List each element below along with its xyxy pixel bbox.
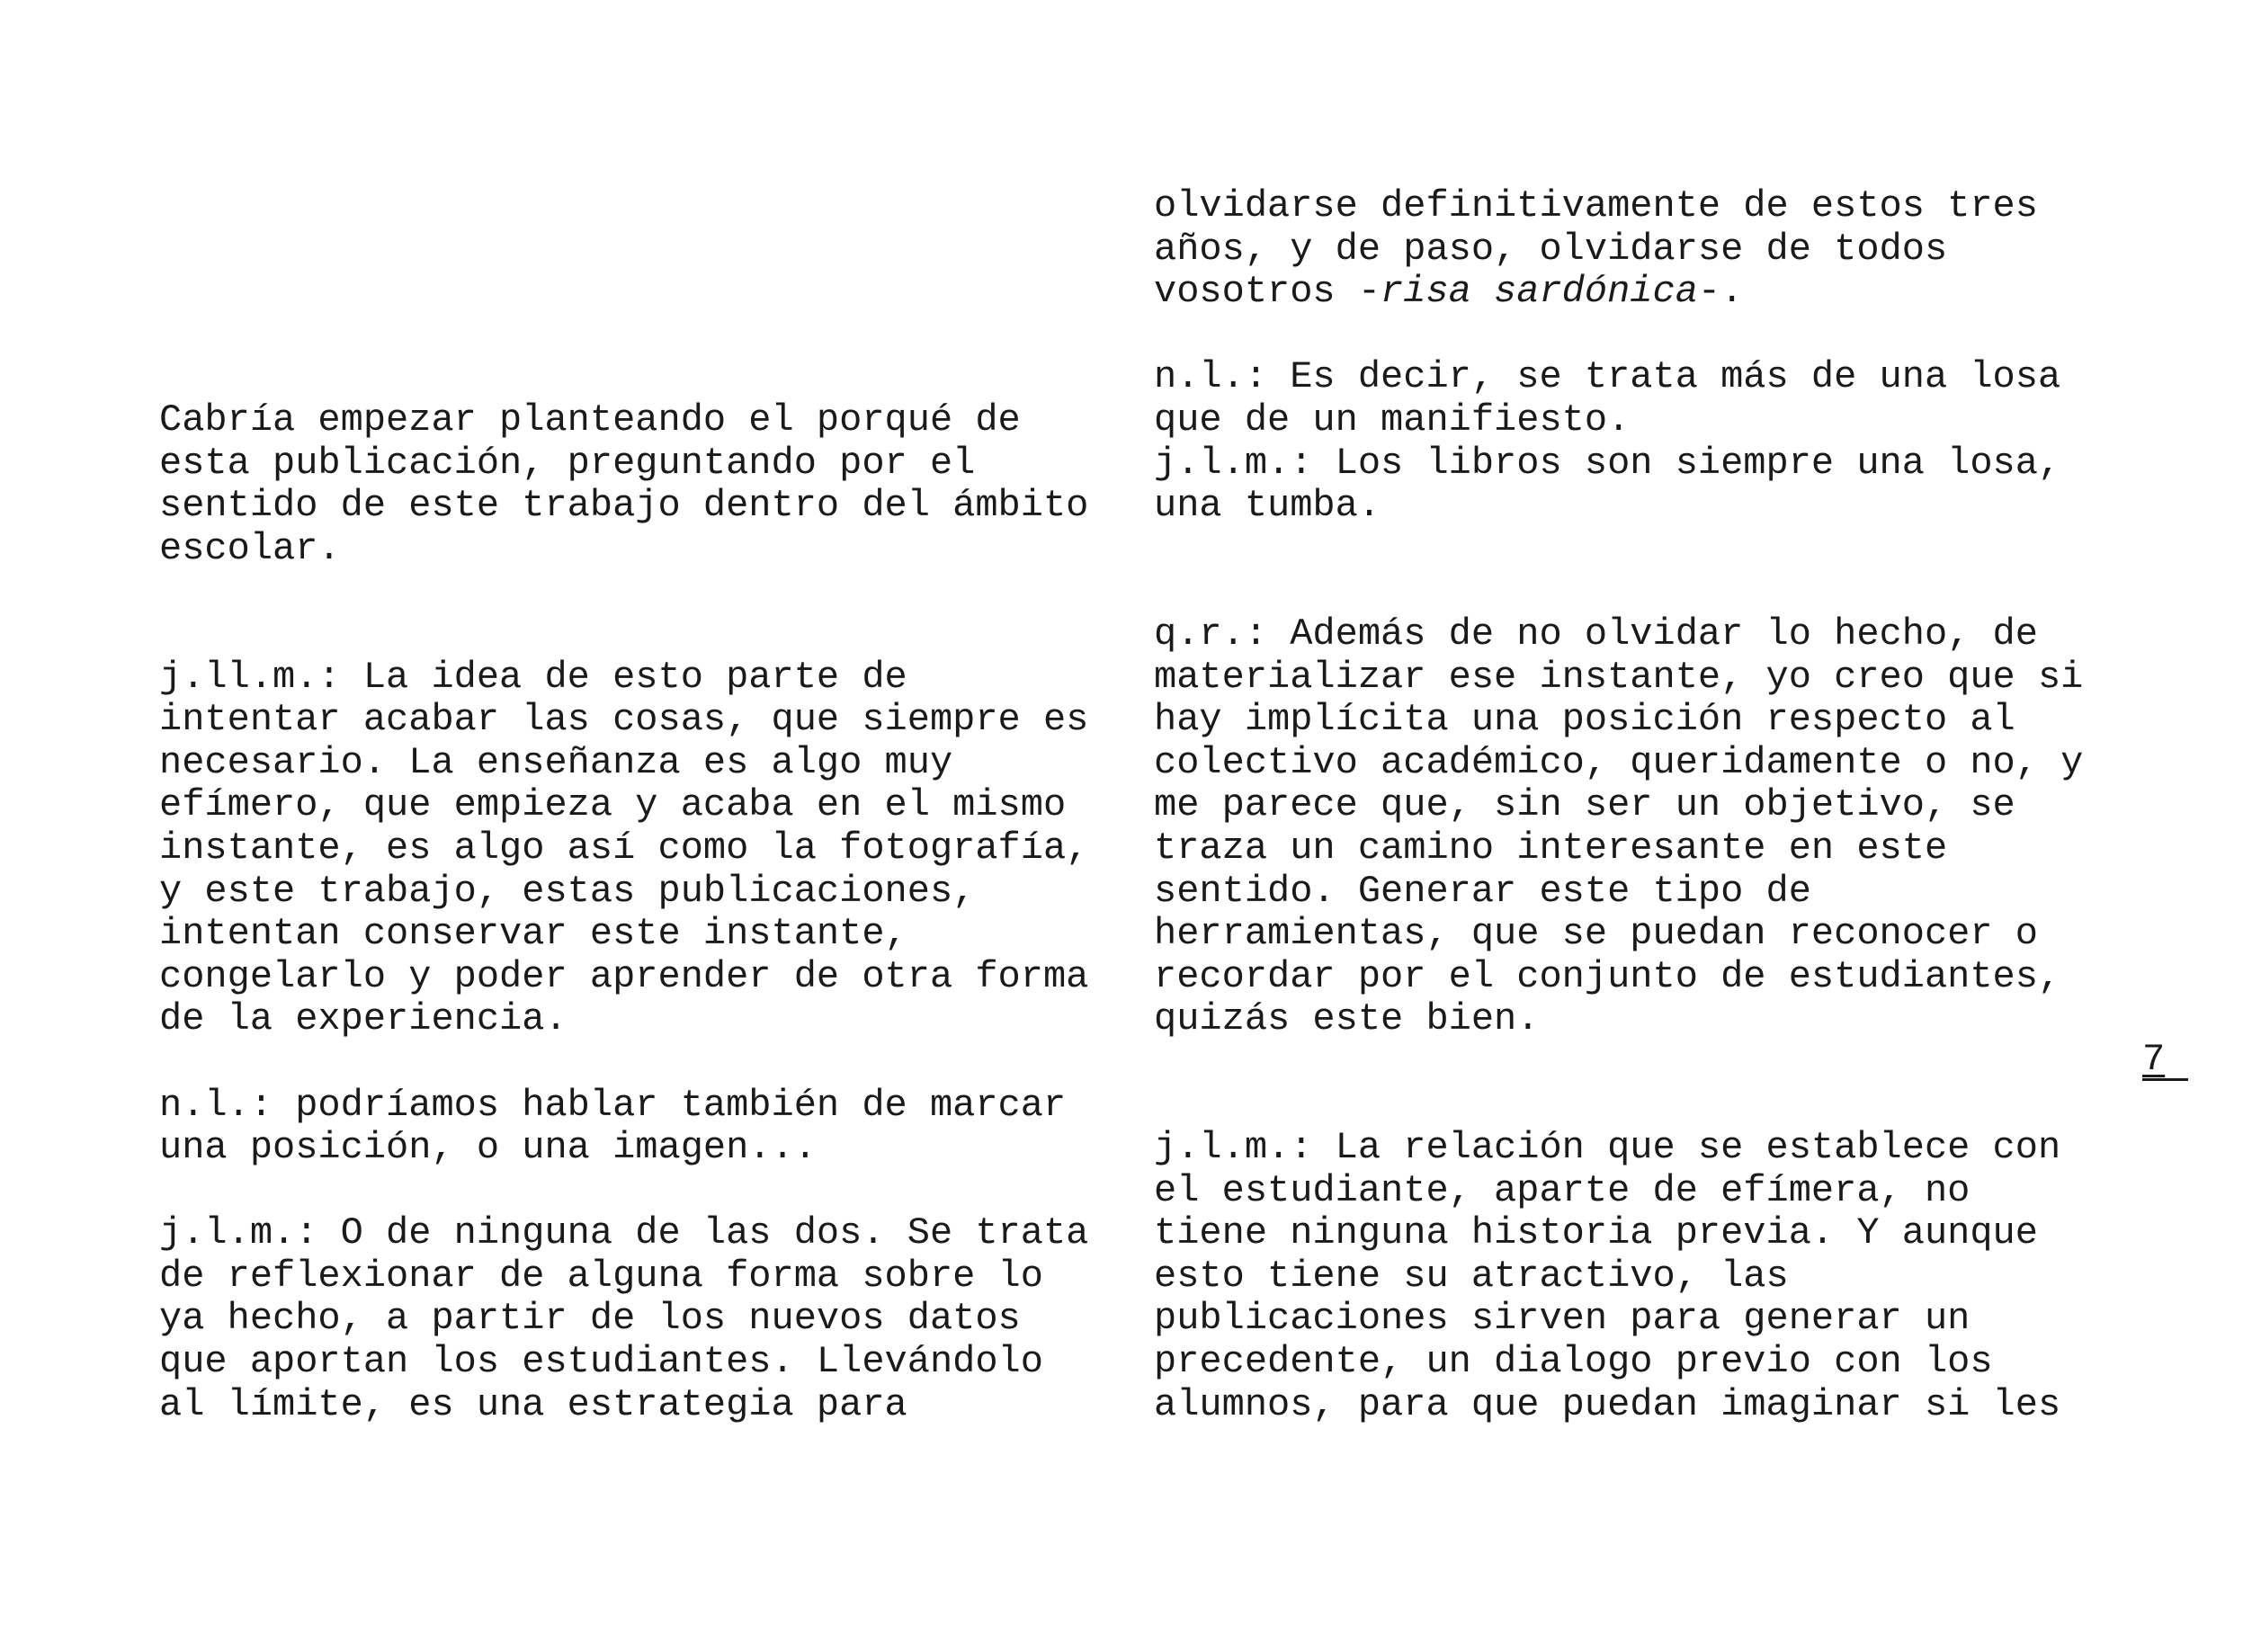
- text-line: escolar.: [159, 526, 341, 570]
- text-line: precedente, un dialogo previo con los: [1154, 1340, 1993, 1384]
- text-line: esta publicación, preguntando por el: [159, 441, 976, 485]
- text-line: intentan conservar este instante,: [159, 912, 907, 956]
- paragraph-losa: [1154, 356, 2083, 527]
- text-line: al límite, es una estrategia para: [159, 1382, 907, 1426]
- text-line: congelarlo y poder aprender de otra forma: [159, 954, 1089, 998]
- text-line: sentido de este trabajo dentro del ámbito: [159, 484, 1089, 528]
- text-line: que aportan los estudiantes. Llevándolo: [159, 1340, 1043, 1384]
- text-line: sentido. Generar este tipo de: [1154, 869, 1811, 913]
- text-line: efímero, que empieza y acaba en el mismo: [159, 783, 1067, 827]
- text-line: esto tiene su atractivo, las: [1154, 1254, 1789, 1298]
- text-line: traza un camino interesante en este: [1154, 826, 1948, 870]
- text-segment: -.: [1697, 270, 1744, 314]
- text-line: olvidarse definitivamente de estos tres: [1154, 184, 2038, 228]
- intro-paragraph: [159, 399, 1088, 570]
- text-line: hay implícita una posición respecto al: [1154, 698, 2015, 742]
- page-number: 7: [2142, 1039, 2188, 1081]
- text-line: publicaciones sirven para generar un: [1154, 1297, 1971, 1341]
- italic-aside: risa sardónica: [1381, 270, 1698, 314]
- text-line: j.ll.m.: La idea de esto parte de: [159, 655, 907, 699]
- text-line: alumnos, para que puedan imaginar si les: [1154, 1382, 2061, 1426]
- text-line-with-italic: [1154, 271, 2083, 314]
- text-line: años, y de paso, olvidarse de todos: [1154, 227, 1948, 271]
- paragraph-olvidarse: [1154, 185, 2083, 314]
- text-line: materializar ese instante, yo creo que si: [1154, 655, 2084, 699]
- text-line: j.l.m.: O de ninguna de las dos. Se trata: [159, 1211, 1089, 1255]
- text-line: q.r.: Además de no olvidar lo hecho, de: [1154, 612, 2038, 656]
- paragraph-jllm-idea: [159, 656, 1088, 1041]
- paragraph-jlm-relacion: [1154, 1127, 2083, 1426]
- text-line: el estudiante, aparte de efímera, no: [1154, 1168, 1971, 1212]
- text-line: herramientas, que se puedan reconocer o: [1154, 912, 2038, 956]
- text-line: recordar por el conjunto de estudiantes,: [1154, 954, 2061, 998]
- text-line: colectivo académico, queridamente o no, y: [1154, 740, 2084, 784]
- text-line: instante, es algo así como la fotografía,: [159, 826, 1089, 870]
- paragraph-nl-posicion: [159, 1085, 1088, 1170]
- text-line: Cabría empezar planteando el porqué de: [159, 398, 1021, 442]
- text-line: una posición, o una imagen...: [159, 1126, 817, 1170]
- text-line: quizás este bien.: [1154, 997, 1540, 1041]
- text-line: j.l.m.: La relación que se establece con: [1154, 1126, 2061, 1170]
- paragraph-jlm-reflexionar: [159, 1212, 1088, 1426]
- text-line: n.l.: podríamos hablar también de marcar: [159, 1083, 1067, 1127]
- text-line: tiene ninguna historia previa. Y aunque: [1154, 1211, 2038, 1255]
- text-line: intentar acabar las cosas, que siempre es: [159, 698, 1089, 742]
- text-line: ya hecho, a partir de los nuevos datos: [159, 1297, 1021, 1341]
- right-column: [1154, 185, 2083, 1426]
- text-line: necesario. La enseñanza es algo muy: [159, 740, 953, 784]
- text-segment: vosotros -: [1154, 270, 1381, 314]
- text-line: n.l.: Es decir, se trata más de una losa: [1154, 355, 2061, 399]
- text-line: que de un manifiesto.: [1154, 397, 1631, 442]
- text-line: una tumba.: [1154, 484, 1381, 528]
- text-line: y este trabajo, estas publicaciones,: [159, 869, 976, 913]
- text-line: de reflexionar de alguna forma sobre lo: [159, 1254, 1043, 1298]
- text-line: j.l.m.: Los libros son siempre una losa,: [1154, 441, 2061, 485]
- text-line: me parece que, sin ser un objetivo, se: [1154, 783, 2015, 827]
- paragraph-qr-ademas: [1154, 613, 2083, 1041]
- text-line: de la experiencia.: [159, 997, 567, 1041]
- left-column: [159, 399, 1088, 1426]
